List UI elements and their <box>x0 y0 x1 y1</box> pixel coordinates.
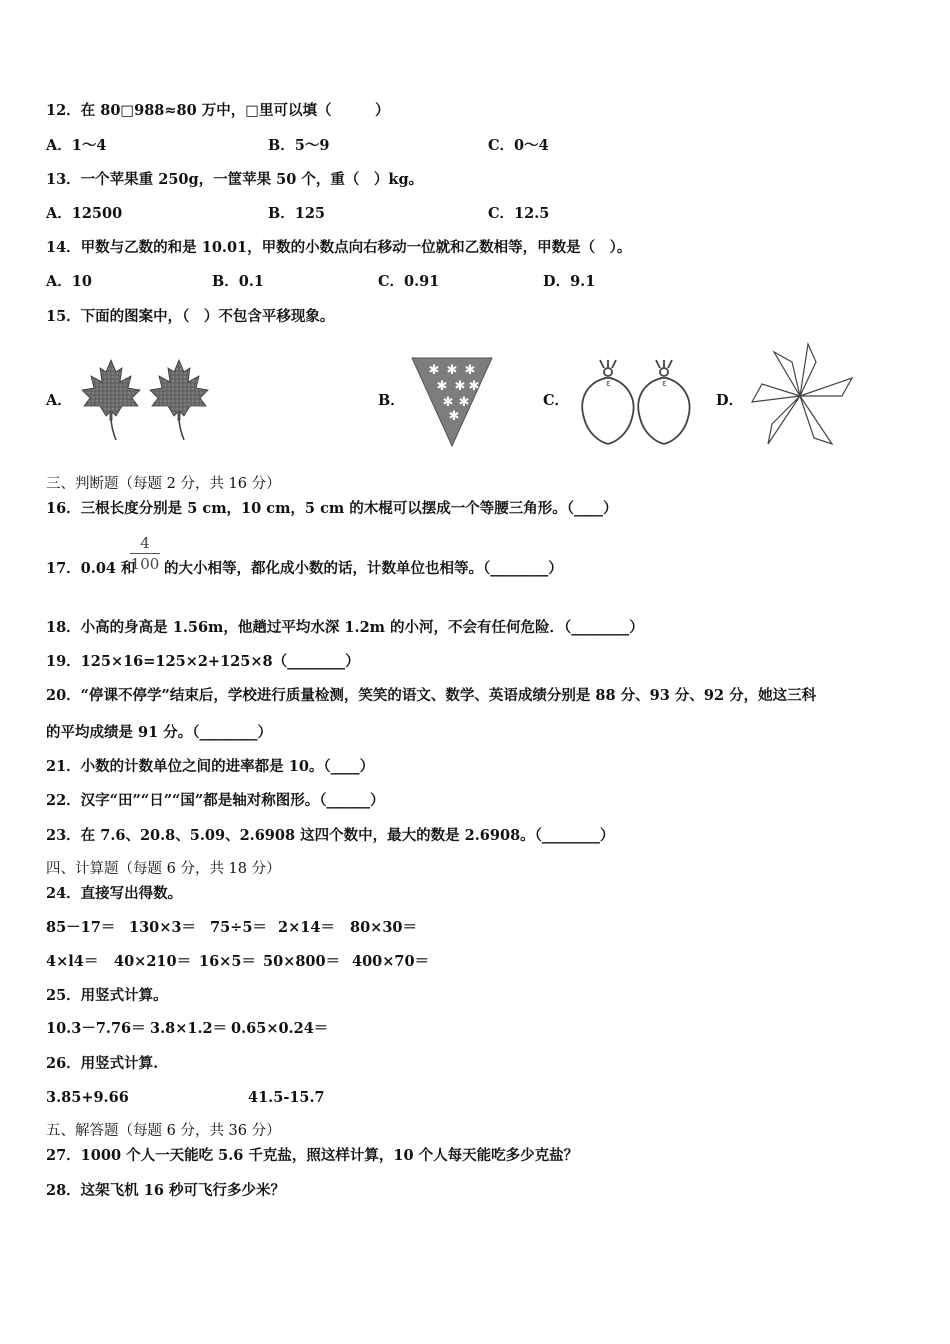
q15-option-b[interactable]: B． <box>378 392 405 409</box>
question-22: 22．汉字“田”“日”“国”都是轴对称图形。（______） <box>46 792 385 809</box>
q14-option-b[interactable]: B．0.1 <box>212 273 264 290</box>
question-23: 23．在 7.6、20.8、5.09、2.6908 这四个数中，最大的数是 2.6908。（________） <box>46 827 615 844</box>
fraction-4-100 <box>130 534 160 573</box>
q13-option-b[interactable]: B．125 <box>268 205 326 222</box>
svg-text:✱: ✱ <box>468 379 480 394</box>
pinwheel-figure <box>748 340 856 452</box>
calc-item: 40×210＝ <box>114 953 192 970</box>
calc-item: 85－17＝ <box>46 919 116 936</box>
question-14: 14．甲数与乙数的和是 10.01，甲数的小数点向右移动一位就和乙数相等，甲数是（ ）。 <box>46 239 632 256</box>
question-20-line2: 的平均成绩是 91 分。（________） <box>46 724 273 741</box>
calc-item: 3.85+9.66 <box>46 1089 129 1106</box>
q15-option-a[interactable]: A． <box>46 392 72 409</box>
svg-text:✱: ✱ <box>448 409 460 424</box>
question-12: 12．在 80□988≈80 万中，□里可以填（ ） <box>46 102 390 119</box>
question-18: 18．小高的身高是 1.56m，他趟过平均水深 1.2m 的小河，不会有任何危险．（________） <box>46 619 644 636</box>
question-19: 19．125×16=125×2+125×8（________） <box>46 653 360 670</box>
fraction-denominator: 100 <box>130 555 160 573</box>
snowflake-triangle-figure <box>410 356 494 448</box>
maple-leaf-icon <box>82 360 140 440</box>
svg-text:ε: ε <box>662 379 667 389</box>
calc-item: 0.65×0.24＝ <box>231 1020 329 1037</box>
calc-item: 2×14＝ <box>278 919 335 936</box>
question-26: 26．用竖式计算. <box>46 1055 159 1072</box>
question-24: 24．直接写出得数。 <box>46 885 183 902</box>
calc-item: 10.3－7.76＝ <box>46 1020 146 1037</box>
svg-text:✱: ✱ <box>458 395 470 410</box>
question-16: 16．三根长度分别是 5 cm，10 cm，5 cm 的木棍可以摆成一个等腰三角形。（____） <box>46 500 618 517</box>
q14-option-d[interactable]: D．9.1 <box>543 273 596 290</box>
heart-bags-figure <box>578 354 696 450</box>
svg-text:✱: ✱ <box>436 379 448 394</box>
q12-option-c[interactable]: C．0～4 <box>488 137 549 154</box>
calc-item: 3.8×1.2＝ <box>150 1020 228 1037</box>
question-20-line1: 20．“停课不停学”结束后，学校进行质量检测，笑笑的语文、数学、英语成绩分别是 88 分、93 分、92 分，她这三科 <box>46 687 817 704</box>
svg-text:ε: ε <box>606 379 611 389</box>
q15-option-c[interactable]: C． <box>543 392 570 409</box>
question-21: 21．小数的计数单位之间的进率都是 10。（____） <box>46 758 375 775</box>
fraction-numerator: 4 <box>140 534 150 552</box>
section-4-heading: 四、计算题（每题 6 分，共 18 分） <box>46 861 281 877</box>
question-13: 13．一个苹果重 250g，一筐苹果 50 个，重（ ）kg。 <box>46 171 424 188</box>
section-5-heading: 五、解答题（每题 6 分，共 36 分） <box>46 1123 281 1139</box>
svg-text:✱: ✱ <box>454 379 466 394</box>
calc-item: 400×70＝ <box>352 953 430 970</box>
q15-option-d[interactable]: D． <box>716 392 744 409</box>
maple-leaves-figure <box>76 356 216 444</box>
snowflake-icon <box>429 363 480 424</box>
calc-item: 80×30＝ <box>350 919 418 936</box>
question-15: 15．下面的图案中，（ ）不包含平移现象。 <box>46 308 335 325</box>
calc-item: 75÷5＝ <box>210 919 267 936</box>
question-28: 28．这架飞机 16 秒可飞行多少米？ <box>46 1182 285 1199</box>
question-25: 25．用竖式计算。 <box>46 987 168 1004</box>
q13-option-c[interactable]: C．12.5 <box>488 205 550 222</box>
q12-option-a[interactable]: A．1～4 <box>46 137 107 154</box>
q14-option-a[interactable]: A．10 <box>46 273 92 290</box>
maple-leaf-icon <box>150 360 208 440</box>
svg-text:✱: ✱ <box>442 395 454 410</box>
svg-text:✱: ✱ <box>446 363 458 378</box>
calc-item: 130×3＝ <box>129 919 197 936</box>
question-17-suffix: 的大小相等，都化成小数的话，计数单位也相等。（________） <box>164 560 563 577</box>
svg-text:✱: ✱ <box>464 363 476 378</box>
calc-item: 16×5＝ <box>199 953 256 970</box>
calc-item: 41.5-15.7 <box>248 1089 325 1106</box>
q13-option-a[interactable]: A．12500 <box>46 205 123 222</box>
svg-text:✱: ✱ <box>428 363 440 378</box>
q12-option-b[interactable]: B．5～9 <box>268 137 330 154</box>
section-3-heading: 三、判断题（每题 2 分，共 16 分） <box>46 476 281 492</box>
q14-option-c[interactable]: C．0.91 <box>378 273 440 290</box>
question-27: 27．1000 个人一天能吃 5.6 千克盐，照这样计算，10 个人每天能吃多少克盐？ <box>46 1147 579 1164</box>
question-17-prefix: 17．0.04 和 <box>46 560 136 577</box>
calc-item: 50×800＝ <box>263 953 341 970</box>
calc-item: 4×l4＝ <box>46 953 99 970</box>
